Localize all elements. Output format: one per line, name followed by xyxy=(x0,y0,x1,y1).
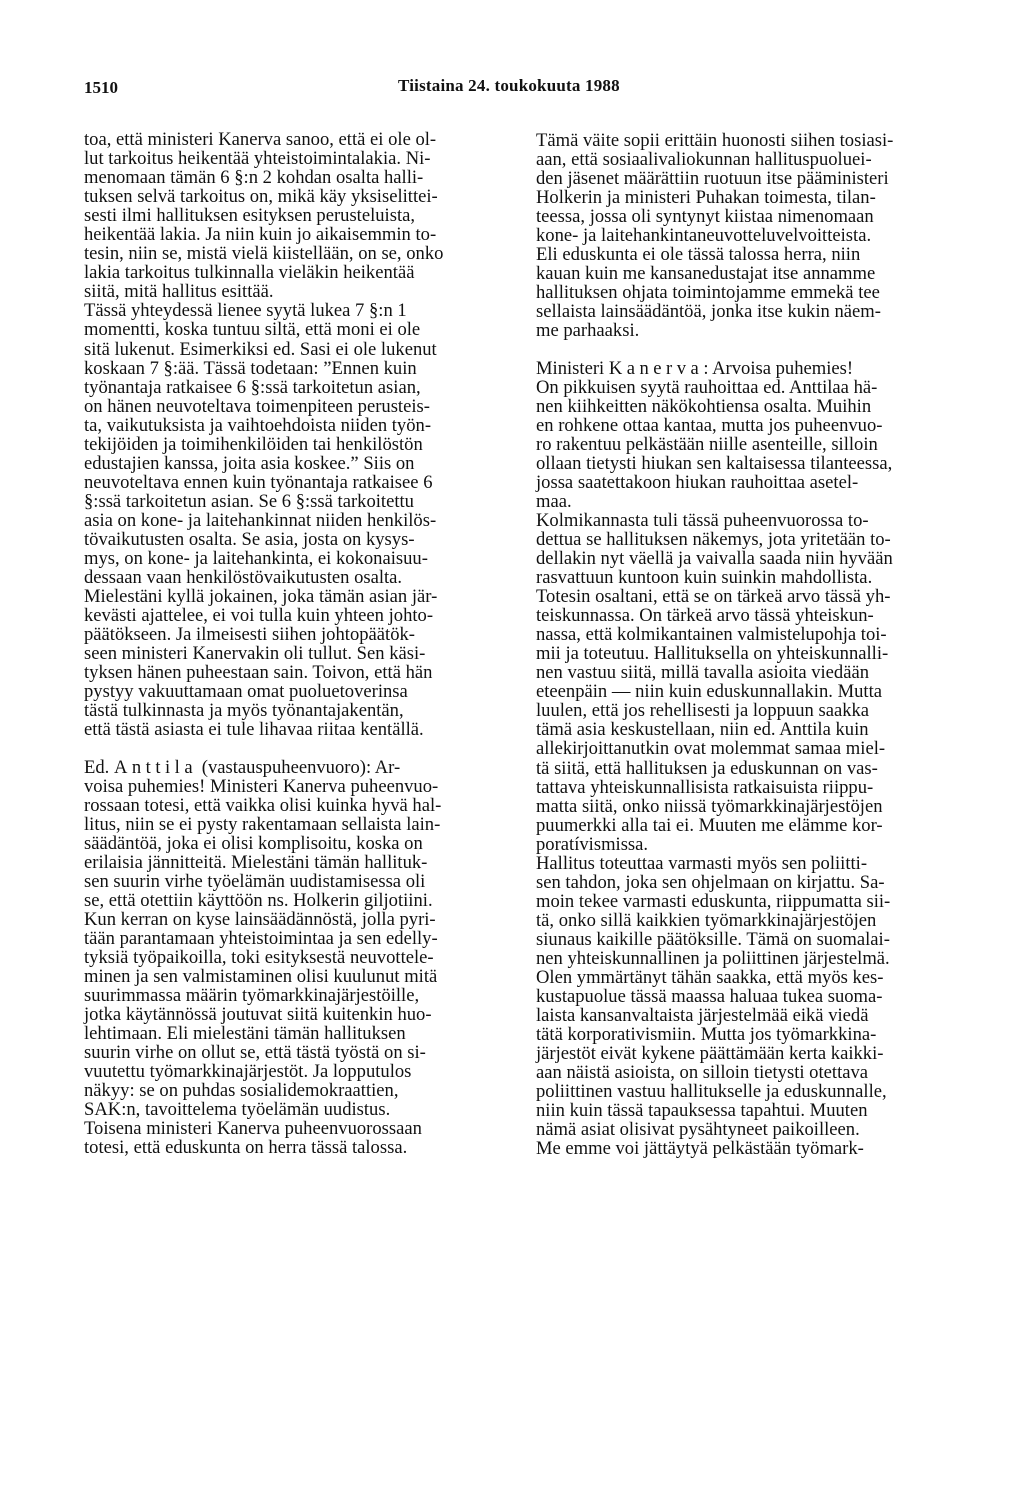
text-line: Kolmikannasta tuli tässä puheenvuorossa to- xyxy=(536,509,869,531)
text-line: ollaan tietysti hiukan sen kaltaisessa tilanteessa, xyxy=(536,452,893,474)
speaker-name: Anttila xyxy=(113,756,198,778)
text-line: kustapuolue tässä maassa haluaa tukea suoma- xyxy=(536,986,883,1008)
right-paragraphs-a xyxy=(536,131,986,341)
text-line: Kun kerran on kyse lainsäädännöstä, jolla pyri- xyxy=(84,908,436,930)
text-line: puumerkki alla tai ei. Muuten me elämme kor- xyxy=(536,814,883,836)
text-line: poliittinen vastuu hallitukselle ja eduskunnalle, xyxy=(536,1081,887,1103)
text-line: tä, onko sillä kaikkien työmarkkinajärjestöjen xyxy=(536,909,877,931)
text-line: tätä korporativismiin. Mutta jos työmarkkina- xyxy=(536,1024,877,1046)
speaker-suffix: (vastauspuheenvuoro): Ar- xyxy=(197,756,401,778)
text-line: en rohkene ottaa kantaa, mutta jos puheenvuo- xyxy=(536,414,883,436)
text-line: minen ja sen valmistaminen olisi kuulunut mitä xyxy=(84,966,438,988)
text-line: siitä, mitä hallitus esittää. xyxy=(84,281,274,303)
speaker-line xyxy=(536,359,986,378)
page-header xyxy=(0,78,1024,102)
text-line: tämä asia keskustellaan, niin ed. Anttila kuin xyxy=(536,719,869,741)
text-line: Eli eduskunta ei ole tässä talossa herra, niin xyxy=(536,244,861,266)
left-paragraphs-b xyxy=(84,777,525,1158)
text-line: tä siitä, että hallituksen ja eduskunnan on vas- xyxy=(536,757,878,779)
text-line: dessaan vaan henkilöstövaikutusten osalta. xyxy=(84,567,403,589)
text-line: litus, niin se ei pysty rakentamaan sellaista lain- xyxy=(84,813,441,835)
text-line: laista kansanvaltaista järjestelmää eikä viedä xyxy=(536,1005,869,1027)
text-line: säädäntöä, joka ei olisi komplisoitu, koska on xyxy=(84,832,423,854)
text-line: kone- ja laitehankintaneuvotteluvelvoitteista. xyxy=(536,225,872,247)
text-line: tekijöiden ja toimihenkilöiden tai henkilöstön xyxy=(84,433,423,455)
text-line: erilaisia jännitteitä. Mielestäni tämän hallituk- xyxy=(84,851,428,873)
text-line: tuksen selvä tarkoitus on, mikä käy yksiselittei- xyxy=(84,186,438,208)
text-line: järjestöt eivät kykene päättämään kerta kaikki- xyxy=(536,1043,884,1065)
left-column xyxy=(84,130,525,1157)
text-line: suurin virhe on ollut se, että tästä työstä on si- xyxy=(84,1042,426,1064)
text-line: että tästä asiasta ei tule lihavaa riitaa kentällä. xyxy=(84,719,424,741)
text-line: tesin, niin se, mistä vielä kiistellään, on se, onko xyxy=(84,243,444,265)
text-line: allekirjoittanutkin ovat molemmat samaa miel- xyxy=(536,738,886,760)
text-line: den jäsenet määrättiin ruotuun itse pääministeri xyxy=(536,168,889,190)
text-line: tään parantamaan yhteistoimintaa ja sen edelly- xyxy=(84,927,438,949)
text-line: seen ministeri Kanervakin oli tullut. Sen käsi- xyxy=(84,643,426,665)
text-line: matta siitä, onko niissä työmarkkinajärjestöjen xyxy=(536,795,883,817)
right-column xyxy=(536,131,986,1158)
text-line: momentti, koska tuntuu siltä, että moni ei ole xyxy=(84,319,421,341)
text-line: koskaan 7 §:ää. Tässä todetaan: ”Ennen kuin xyxy=(84,357,417,379)
speaker-prefix: Ed. xyxy=(84,756,114,778)
text-line: toa, että ministeri Kanerva sanoo, että ei ole ol- xyxy=(84,129,437,150)
text-line: sesti ilmi hallituksen esityksen perusteluista, xyxy=(84,205,416,227)
text-line: kauan kuin me kansanedustajat itse annamme xyxy=(536,263,876,285)
text-line: jotka käytännössä joutuvat siitä kuitenkin huo- xyxy=(84,1004,432,1026)
text-line: nen yhteiskunnallinen ja poliittinen järjestelmä. xyxy=(536,947,890,969)
text-line: sitä lukenut. Esimerkiksi ed. Sasi ei ole lukenut xyxy=(84,338,437,360)
text-line: Holkerin ja ministeri Puhakan toimesta, tilan- xyxy=(536,187,876,209)
text-line: näkyy: se on puhdas sosialidemokraattien, xyxy=(84,1080,399,1102)
text-line: lehtimaan. Eli mielestäni tämän hallituksen xyxy=(84,1023,406,1045)
text-line: SAK:n, tavoittelema työelämän uudistus. xyxy=(84,1099,391,1121)
text-line: sen tahdon, joka sen ohjelmaan on kirjattu. Sa- xyxy=(536,871,885,893)
text-line: §:ssä tarkoitetun asian. Se 6 §:ssä tarkoitettu xyxy=(84,490,414,512)
text-line: Totesin osaltani, että se on tärkeä arvo tässä yh- xyxy=(536,586,891,608)
text-line: se, että otettiin käyttöön ns. Holkerin giljotiini. xyxy=(84,889,433,911)
left-paragraphs-a xyxy=(84,130,525,740)
text-line: nen vastuu siitä, millä tavalla asioita viedään xyxy=(536,662,870,684)
text-line: voisa puhemies! Ministeri Kanerva puheenvuo- xyxy=(84,775,439,797)
speaker-suffix: : Arvoisa puhemies! xyxy=(703,357,854,379)
text-line: ta, vaikutuksista ja vaihtoehdoista niiden työn- xyxy=(84,414,432,436)
text-line: nen kiihkeitten näkökohtiensa osalta. Muihin xyxy=(536,395,872,417)
spacer xyxy=(84,740,525,758)
text-line: sellaista lainsäädäntöä, jonka itse kukin näem- xyxy=(536,301,881,323)
text-line: tästä tulkinnasta ja myös työnantajakentän, xyxy=(84,700,404,722)
page-number: 1510 xyxy=(84,78,118,97)
text-line: moin tekee varmasti eduskunta, riippumatta sii- xyxy=(536,890,891,912)
page-date: Tiistaina 24. toukokuuta 1988 xyxy=(398,76,620,95)
spacer xyxy=(536,341,986,359)
text-line: teessa, jossa oli syntynyt kiistaa nimenomaan xyxy=(536,206,874,228)
text-line: On pikkuisen syytä rauhoittaa ed. Anttilaa hä- xyxy=(536,376,878,398)
text-line: tattava yhteiskunnallisista ratkaisuista riippu- xyxy=(536,776,874,798)
text-line: on hänen neuvoteltava toimenpiteen perusteis- xyxy=(84,395,430,417)
text-line: työnantaja ratkaisee 6 §:ssä tarkoitetun asian, xyxy=(84,376,421,398)
text-line: teiskunnassa. On tärkeä arvo tässä yhteiskun- xyxy=(536,605,874,627)
right-paragraphs-b xyxy=(536,378,986,1159)
text-line: aan, että sosiaalivaliokunnan hallituspuoluei- xyxy=(536,149,872,171)
text-line: jossa saatettakoon hiukan rauhoittaa asetel- xyxy=(536,471,859,493)
text-line: lakia tarkoitus tulkinnalla vieläkin heikentää xyxy=(84,262,415,284)
text-line: Tässä yhteydessä lienee syytä lukea 7 §:n 1 xyxy=(84,300,407,322)
text-line: eteenpäin — niin kuin eduskunnallakin. Mutta xyxy=(536,681,882,703)
text-line: Toisena ministeri Kanerva puheenvuorossaan xyxy=(84,1118,422,1140)
text-line: siunaus kaikille päätöksille. Tämä on suomalai- xyxy=(536,928,890,950)
text-line: päätökseen. Ja ilmeisesti siihen johtopäätök- xyxy=(84,624,415,646)
text-line: edustajien kanssa, joita asia koskee.” Siis on xyxy=(84,452,415,474)
text-line: rossaan totesi, että vaikka olisi kuinka hyvä hal- xyxy=(84,794,442,816)
text-line: menomaan tämän 6 §:n 2 kohdan osalta halli- xyxy=(84,167,424,189)
text-line: mys, on kone- ja laitehankinta, ei kokonaisuu- xyxy=(84,548,428,570)
text-line: kevästi ajattelee, ei voi tulla kuin yhteen johto- xyxy=(84,605,434,627)
text-line: hallituksen ohjata toimintojamme emmekä tee xyxy=(536,282,880,304)
text-line: totesi, että eduskunta on herra tässä talossa. xyxy=(84,1137,408,1159)
text-line: me parhaaksi. xyxy=(536,320,640,342)
speaker-line xyxy=(84,758,525,777)
text-line: pystyy vakuuttamaan omat puoluetoverinsa xyxy=(84,681,408,703)
text-line: luulen, että jos rehellisesti ja loppuun saakka xyxy=(536,700,870,722)
text-line: nassa, että kolmikantainen valmistelupohja toi- xyxy=(536,624,887,646)
text-line: poratívismissa. xyxy=(536,833,649,855)
text-line: asia on kone- ja laitehankinnat niiden henkilös- xyxy=(84,509,437,531)
text-line: vuutettu työmarkkinajärjestöt. Ja lopputulos xyxy=(84,1061,412,1083)
text-line: rasvattuun kuntoon kuin suinkin mahdollista. xyxy=(536,567,873,589)
text-line: niin kuin tässä tapauksessa tapahtui. Muuten xyxy=(536,1100,868,1122)
text-line: Tämä väite sopii erittäin huonosti siihen tosiasi- xyxy=(536,130,894,151)
text-line: tövaikutusten osalta. Se asia, josta on kysys- xyxy=(84,528,415,550)
text-line: Mielestäni kyllä jokainen, joka tämän asian jär- xyxy=(84,586,438,608)
text-line: maa. xyxy=(536,490,572,512)
speaker-name: Kanerva xyxy=(608,357,704,379)
text-line: heikentää lakia. Ja niin kuin jo aikaisemmin to- xyxy=(84,224,437,246)
text-line: ro rakentuu pelkästään niille asenteille, silloin xyxy=(536,433,878,455)
text-line: dellakin nyt väellä ja vaivalla saada niin hyvään xyxy=(536,547,893,569)
text-line: aan näistä asioista, on silloin tietysti otettava xyxy=(536,1062,869,1084)
text-line: Me emme voi jättäytyä pelkästään työmark- xyxy=(536,1138,864,1160)
text-line: neuvoteltava ennen kuin työnantaja ratkaisee 6 xyxy=(84,471,433,493)
text-line: tyksen hänen puheestaan sain. Toivon, että hän xyxy=(84,662,433,684)
text-line: nämä asiat olisivat pysähtyneet paikoilleen. xyxy=(536,1119,860,1141)
text-line: dettua se hallituksen näkemys, jota yritetään to- xyxy=(536,528,891,550)
text-line: tyksiä työpaikoilla, toki esityksestä neuvottele- xyxy=(84,946,434,968)
text-line: suurimmassa määrin työmarkkinajärjestöille, xyxy=(84,985,420,1007)
text-line: lut tarkoitus heikentää yhteistoimintalakia. Ni- xyxy=(84,148,431,170)
speaker-prefix: Ministeri xyxy=(536,357,609,379)
text-line: Olen ymmärtänyt tähän saakka, että myös kes- xyxy=(536,967,884,989)
text-line: mii ja toteutuu. Hallituksella on yhteiskunnalli- xyxy=(536,643,889,665)
text-line: Hallitus toteuttaa varmasti myös sen poliitti- xyxy=(536,852,868,874)
text-line: sen suurin virhe työelämän uudistamisessa oli xyxy=(84,870,426,892)
